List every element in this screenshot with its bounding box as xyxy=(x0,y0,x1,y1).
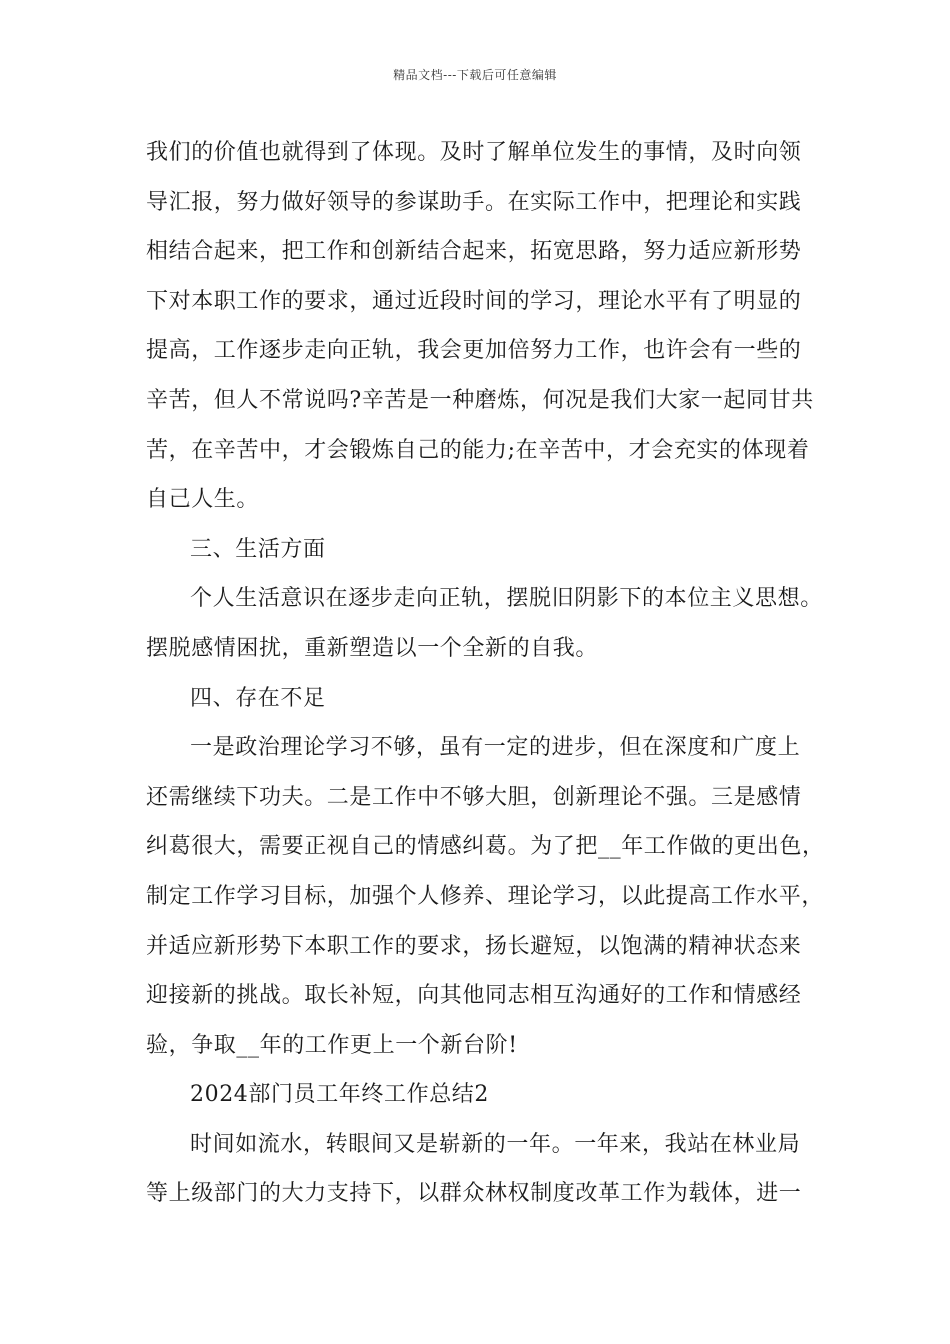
page-header: 精品文档---下载后可任意编辑 xyxy=(393,68,557,82)
text-line: 一是政治理论学习不够，虽有一定的进步，但在深度和广度上 xyxy=(190,735,801,761)
section-heading: 四、存在不足 xyxy=(190,685,326,711)
text-line: 相结合起来，把工作和创新结合起来，拓宽思路，努力适应新形势 xyxy=(146,239,802,265)
text-line: 并适应新形势下本职工作的要求，扬长避短，以饱满的精神状态来 xyxy=(146,933,802,959)
section-heading: 三、生活方面 xyxy=(190,536,326,562)
text-line: 苦，在辛苦中，才会锻炼自己的能力;在辛苦中，才会充实的体现着 xyxy=(146,437,810,463)
text-line: 制定工作学习目标，加强个人修养、理论学习，以此提高工作水平， xyxy=(146,883,825,909)
text-line: 还需继续下功夫。二是工作中不够大胆，创新理论不强。三是感情 xyxy=(146,784,802,810)
text-line: 个人生活意识在逐步走向正轨，摆脱旧阴影下的本位主义思想。 xyxy=(190,586,823,612)
text-line: 导汇报，努力做好领导的参谋助手。在实际工作中，把理论和实践 xyxy=(146,189,802,215)
text-line: 时间如流水，转眼间又是崭新的一年。一年来，我站在林业局 xyxy=(190,1131,801,1157)
text-line: 下对本职工作的要求，通过近段时间的学习，理论水平有了明显的 xyxy=(146,288,802,314)
text-line: 迎接新的挑战。取长补短，向其他同志相互沟通好的工作和情感经 xyxy=(146,983,802,1009)
text-line: 验，争取__年的工作更上一个新台阶! xyxy=(146,1032,518,1058)
text-line: 辛苦，但人不常说吗?辛苦是一种磨炼，何况是我们大家一起同甘共 xyxy=(146,387,814,413)
text-line: 我们的价值也就得到了体现。及时了解单位发生的事情，及时向领 xyxy=(146,140,802,165)
text-line: 提高，工作逐步走向正轨，我会更加倍努力工作，也许会有一些的 xyxy=(146,338,802,364)
document-body xyxy=(146,128,825,1219)
article-title: 2024部门员工年终工作总结2 xyxy=(190,1082,489,1108)
text-line: 等上级部门的大力支持下，以群众林权制度改革工作为载体，进一 xyxy=(146,1181,802,1207)
text-line: 纠葛很大，需要正视自己的情感纠葛。为了把__年工作做的更出色， xyxy=(146,834,825,860)
text-line: 摆脱感情困扰，重新塑造以一个全新的自我。 xyxy=(146,635,599,661)
text-line: 自己人生。 xyxy=(146,487,260,513)
